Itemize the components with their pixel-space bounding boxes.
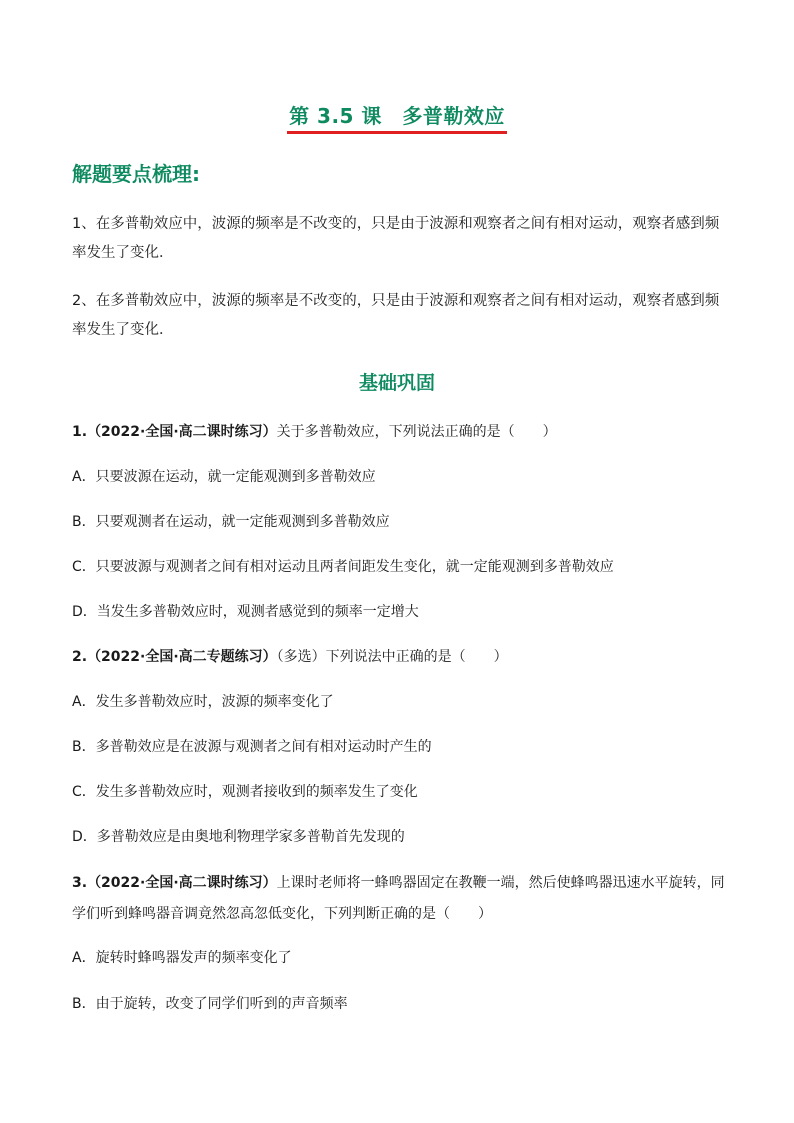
basic-consolidation-heading: 基础巩固 xyxy=(358,372,435,394)
question-1-option-d: D．当发生多普勒效应时，观测者感觉到的频率一定增大 xyxy=(72,604,419,620)
question-2-stem xyxy=(72,643,732,671)
question-number: 1. xyxy=(72,424,88,440)
question-text: 上课时老师将一蜂鸣器固定在教鞭一端，然后使蜂鸣器迅速水平旋转，同学们听到蜂鸣器音调竟然忽高忽低变化，下列判断正确的是（ ） xyxy=(72,875,725,922)
question-2-option-c: C．发生多普勒效应时，观测者接收到的频率发生了变化 xyxy=(72,784,418,800)
question-text: （多选）下列说法中正确的是（ ） xyxy=(276,649,508,665)
question-3-option-a: A．旋转时蜂鸣器发声的频率变化了 xyxy=(72,950,292,966)
question-1-stem xyxy=(72,418,732,446)
key-points-heading: 解题要点梳理: xyxy=(72,162,200,186)
key-point-1: 1、在多普勒效应中，波源的频率是不改变的，只是由于波源和观察者之间有相对运动，观察者感到频率发生了变化． xyxy=(72,216,720,261)
question-source: （2022·全国·高二专题练习） xyxy=(87,649,277,665)
question-source: （2022·全国·高二课时练习） xyxy=(87,424,277,440)
question-source: （2022·全国·高二课时练习） xyxy=(87,875,277,891)
key-point-2: 2、在多普勒效应中，波源的频率是不改变的，只是由于波源和观察者之间有相对运动，观察者感到频率发生了变化． xyxy=(72,293,720,338)
question-text: 关于多普勒效应，下列说法正确的是（ ） xyxy=(276,424,557,440)
question-1-option-c: C．只要波源与观测者之间有相对运动且两者间距发生变化，就一定能观测到多普勒效应 xyxy=(72,559,614,575)
question-3-stem xyxy=(72,868,732,930)
question-1-option-a: A．只要波源在运动，就一定能观测到多普勒效应 xyxy=(72,469,376,485)
question-2-option-a: A．发生多普勒效应时，波源的频率变化了 xyxy=(72,694,334,710)
question-2-option-b: B．多普勒效应是在波源与观测者之间有相对运动时产生的 xyxy=(72,739,432,755)
lesson-title-block xyxy=(0,100,794,134)
question-number: 2. xyxy=(72,649,88,665)
question-number: 3. xyxy=(72,875,88,891)
question-2-option-d: D．多普勒效应是由奥地利物理学家多普勒首先发现的 xyxy=(72,829,405,845)
lesson-title: 第 3.5 课 多普勒效应 xyxy=(287,100,507,134)
question-1-option-b: B．只要观测者在运动，就一定能观测到多普勒效应 xyxy=(72,514,390,530)
question-3-option-b: B．由于旋转，改变了同学们听到的声音频率 xyxy=(72,996,348,1012)
